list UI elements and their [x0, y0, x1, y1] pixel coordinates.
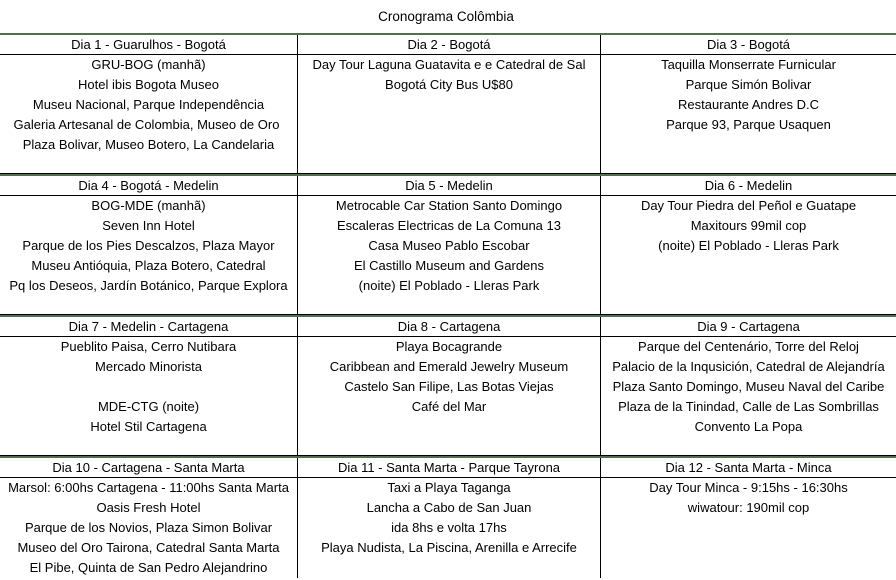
day-column-6	[601, 176, 896, 315]
activity-cell[interactable]: Caribbean and Emerald Jewelry Museum	[329, 359, 569, 374]
activity-cell[interactable]	[601, 276, 896, 296]
activity-cell[interactable]: Plaza Bolivar, Museo Botero, La Candelaria	[22, 137, 275, 152]
day-column-1	[0, 35, 298, 174]
day-column-9	[601, 317, 896, 456]
spacer-cell[interactable]	[601, 437, 896, 456]
activity-cell[interactable]: Day Tour Minca - 9:15hs - 16:30hs	[649, 480, 848, 495]
activity-cell[interactable]	[298, 95, 600, 115]
day-block-3	[0, 315, 896, 456]
activity-cell[interactable]: Parque Simón Bolivar	[685, 77, 812, 92]
activity-cell[interactable]: Metrocable Car Station Santo Domingo	[335, 198, 563, 213]
activity-cell[interactable]: Palacio de la Inqusición, Catedral de Alejandría	[612, 359, 885, 374]
spacer-cell[interactable]	[601, 155, 896, 174]
activity-cell[interactable]: Parque 93, Parque Usaquen	[666, 117, 831, 132]
activity-cell[interactable]	[601, 538, 896, 558]
activity-cell[interactable]: Playa Bocagrande	[395, 339, 503, 354]
day-column-8	[298, 317, 601, 456]
activity-cell[interactable]: Playa Nudista, La Piscina, Arenilla e Arrecife	[321, 540, 577, 555]
activity-cell[interactable]: Hotel ibis Bogota Museo	[78, 77, 219, 92]
activity-cell[interactable]: Restaurante Andres D.C	[678, 97, 819, 112]
activity-cell[interactable]: (noite) El Poblado - Lleras Park	[358, 278, 540, 293]
activity-cell[interactable]: Parque de los Pies Descalzos, Plaza Mayor	[22, 238, 275, 253]
activity-cell[interactable]: Museo del Oro Tairona, Catedral Santa Marta	[17, 540, 280, 555]
spacer-cell[interactable]	[0, 155, 297, 174]
day-column-7	[0, 317, 298, 456]
activity-cell[interactable]: Day Tour Laguna Guatavita e e Catedral de Sal	[312, 57, 586, 72]
activity-cell[interactable]	[601, 256, 896, 276]
day-column-5	[298, 176, 601, 315]
day-column-11	[298, 458, 601, 578]
day-block-1	[0, 33, 896, 174]
activity-cell[interactable]: Galeria Artesanal de Colombia, Museo de Oro	[13, 117, 280, 132]
day-block-2	[0, 174, 896, 315]
activity-cell[interactable]: Taquilla Monserrate Furnicular	[661, 57, 836, 72]
spacer-cell[interactable]	[298, 437, 600, 456]
activity-cell[interactable]: Casa Museo Pablo Escobar	[368, 238, 530, 253]
day-header[interactable]: Dia 4 - Bogotá - Medelin	[0, 176, 297, 196]
activity-cell[interactable]: Escaleras Electricas de La Comuna 13	[336, 218, 561, 233]
activity-cell[interactable]: Plaza Santo Domingo, Museu Naval del Caribe	[612, 379, 885, 394]
activity-cell[interactable]: Parque de los Novios, Plaza Simon Bolivar	[24, 520, 273, 535]
activity-cell[interactable]: Museu Nacional, Parque Independência	[32, 97, 265, 112]
activity-cell[interactable]: Parque del Centenário, Torre del Reloj	[638, 339, 859, 354]
day-header[interactable]: Dia 1 - Guarulhos - Bogotá	[0, 35, 297, 55]
day-column-12	[601, 458, 896, 578]
activity-cell[interactable]: Castelo San Filipe, Las Botas Viejas	[344, 379, 554, 394]
day-header[interactable]: Dia 12 - Santa Marta - Minca	[601, 458, 896, 478]
activity-cell[interactable]: Marsol: 6:00hs Cartagena - 11:00hs Santa Marta	[8, 480, 289, 495]
day-header[interactable]: Dia 10 - Cartagena - Santa Marta	[0, 458, 297, 478]
activity-cell[interactable]: Lancha a Cabo de San Juan	[366, 500, 532, 515]
activity-cell[interactable]	[298, 115, 600, 135]
activity-cell[interactable]	[601, 518, 896, 538]
activity-cell[interactable]	[0, 377, 297, 397]
activity-cell[interactable]: Plaza de la Tinindad, Calle de Las Sombrillas	[618, 399, 879, 414]
day-header[interactable]: Dia 3 - Bogotá	[601, 35, 896, 55]
day-column-3	[601, 35, 896, 174]
activity-cell[interactable]: BOG-MDE (manhã)	[91, 198, 206, 213]
title-row[interactable]	[0, 0, 896, 33]
day-block-4	[0, 456, 896, 578]
activity-cell[interactable]: Convento La Popa	[694, 419, 803, 434]
activity-cell[interactable]	[601, 558, 896, 578]
activity-cell[interactable]	[601, 135, 896, 155]
activity-cell[interactable]	[298, 135, 600, 155]
spacer-cell[interactable]	[298, 155, 600, 174]
day-column-4	[0, 176, 298, 315]
spacer-cell[interactable]	[0, 437, 297, 456]
activity-cell[interactable]: ida 8hs e volta 17hs	[391, 520, 507, 535]
activity-cell[interactable]	[298, 417, 600, 437]
activity-cell[interactable]: Day Tour Piedra del Peñol e Guatape	[640, 198, 857, 213]
activity-cell[interactable]: Hotel Stil Cartagena	[90, 419, 207, 434]
day-column-2	[298, 35, 601, 174]
activity-cell[interactable]: Seven Inn Hotel	[102, 218, 195, 233]
activity-cell[interactable]: El Castillo Museum and Gardens	[353, 258, 545, 273]
day-header[interactable]: Dia 11 - Santa Marta - Parque Tayrona	[298, 458, 600, 478]
activity-cell[interactable]: MDE-CTG (noite)	[97, 399, 200, 414]
activity-cell[interactable]: Oasis Fresh Hotel	[96, 500, 201, 515]
spacer-cell[interactable]	[298, 296, 600, 315]
day-header[interactable]: Dia 5 - Medelin	[298, 176, 600, 196]
activity-cell[interactable]: wiwatour: 190mil cop	[687, 500, 810, 515]
spacer-cell[interactable]	[0, 296, 297, 315]
activity-cell[interactable]: Maxitours 99mil cop	[690, 218, 807, 233]
activity-cell[interactable]: Taxi a Playa Taganga	[387, 480, 511, 495]
activity-cell[interactable]: Bogotá City Bus U$80	[385, 77, 513, 92]
day-header[interactable]: Dia 9 - Cartagena	[601, 317, 896, 337]
activity-cell[interactable]: Museu Antióquia, Plaza Botero, Catedral	[31, 258, 266, 273]
sheet-title: Cronograma Colômbia	[378, 9, 514, 24]
activity-cell[interactable]	[298, 558, 600, 578]
day-header[interactable]: Dia 2 - Bogotá	[298, 35, 600, 55]
day-header[interactable]: Dia 6 - Medelin	[601, 176, 896, 196]
activity-cell[interactable]: Mercado Minorista	[95, 359, 202, 374]
activity-cell[interactable]: Café del Mar	[411, 399, 487, 414]
activity-cell[interactable]: GRU-BOG (manhã)	[91, 57, 206, 72]
activity-cell[interactable]: Pueblito Paisa, Cerro Nutibara	[60, 339, 237, 354]
activity-cell[interactable]: (noite) El Poblado - Lleras Park	[658, 238, 839, 253]
spacer-cell[interactable]	[601, 296, 896, 315]
day-header[interactable]: Dia 8 - Cartagena	[298, 317, 600, 337]
day-column-10	[0, 458, 298, 578]
activity-cell[interactable]: El Pibe, Quinta de San Pedro Alejandrino	[29, 560, 268, 575]
day-header[interactable]: Dia 7 - Medelin - Cartagena	[0, 317, 297, 337]
activity-cell[interactable]: Pq los Deseos, Jardín Botánico, Parque Explora	[9, 278, 288, 293]
